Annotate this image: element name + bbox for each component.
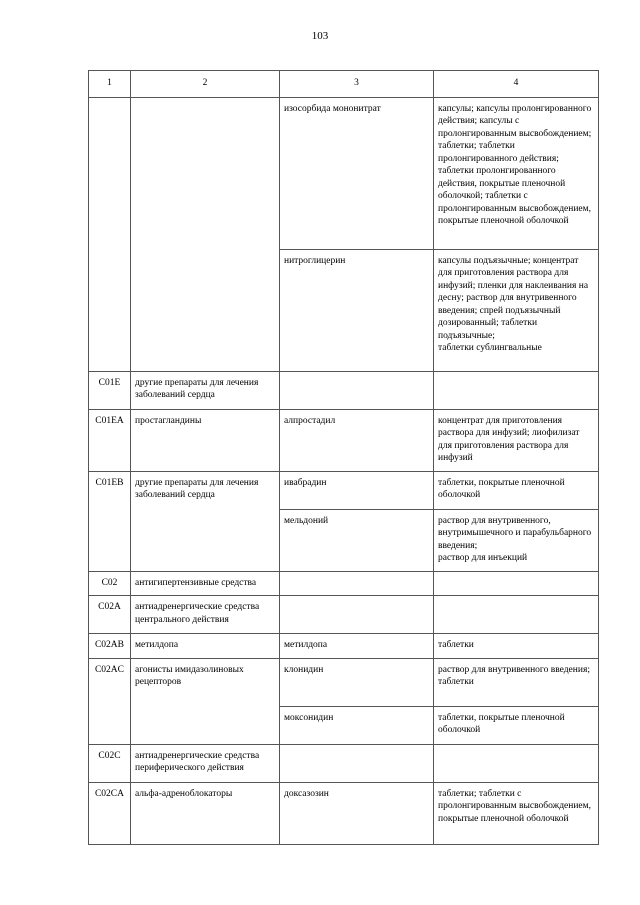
drug-table: [88, 70, 599, 845]
atc-code-cell: C02AB: [89, 634, 131, 659]
group-cell: другие препараты для лечения заболеваний сердца: [131, 471, 280, 571]
page-number: 103: [311, 30, 329, 42]
atc-code-cell: C02C: [89, 744, 131, 782]
atc-code-cell: C02A: [89, 596, 131, 634]
drug-name-cell: ивабрадин: [280, 471, 434, 509]
dosage-form-cell: таблетки; таблетки с пролонгированным высвобождением, покрытые пленочной оболочкой: [434, 782, 599, 844]
table-header-row: [89, 71, 599, 98]
group-cell: альфа-адреноблокаторы: [131, 782, 280, 844]
drug-name-cell: [280, 571, 434, 596]
drug-name-cell: алпростадил: [280, 409, 434, 471]
drug-name-cell: мельдоний: [280, 509, 434, 571]
column-header: 4: [434, 71, 599, 98]
drug-name-cell: [280, 744, 434, 782]
group-cell: другие препараты для лечения заболеваний сердца: [131, 371, 280, 409]
dosage-form-cell: [434, 744, 599, 782]
group-cell: [131, 97, 280, 371]
column-header: 1: [89, 71, 131, 98]
atc-code-cell: C01E: [89, 371, 131, 409]
table-row: [89, 371, 599, 409]
table-row: [89, 471, 599, 509]
drug-name-cell: [280, 596, 434, 634]
dosage-form-cell: таблетки: [434, 634, 599, 659]
dosage-form-cell: [434, 571, 599, 596]
atc-code-cell: C02CA: [89, 782, 131, 844]
group-cell: антигипертензивные средства: [131, 571, 280, 596]
group-cell: простагландины: [131, 409, 280, 471]
table-row: [89, 409, 599, 471]
table-row: [89, 571, 599, 596]
atc-code-cell: C01EA: [89, 409, 131, 471]
dosage-form-cell: таблетки, покрытые пленочной оболочкой: [434, 706, 599, 744]
dosage-form-cell: раствор для внутривенного введения; таблетки: [434, 658, 599, 706]
atc-code-cell: C01EB: [89, 471, 131, 571]
column-header: 3: [280, 71, 434, 98]
column-header: 2: [131, 71, 280, 98]
table-row: [89, 596, 599, 634]
dosage-form-cell: [434, 596, 599, 634]
dosage-form-cell: капсулы подъязычные; концентрат для приготовления раствора для инфузий; пленки для наклеивания на десну; раствор для внутривенного введения; спрей подъязычный дозированный; таблетки подъязычные; таблетки сублингвальные: [434, 249, 599, 371]
drug-name-cell: доксазозин: [280, 782, 434, 844]
table-row: [89, 744, 599, 782]
table-row: [89, 97, 599, 249]
dosage-form-cell: [434, 371, 599, 409]
drug-name-cell: метилдопа: [280, 634, 434, 659]
table-row: [89, 782, 599, 844]
atc-code-cell: [89, 97, 131, 371]
group-cell: антиадренергические средства центрального действия: [131, 596, 280, 634]
dosage-form-cell: раствор для внутривенного, внутримышечного и парабульбарного введения; раствор для инъекций: [434, 509, 599, 571]
group-cell: антиадренергические средства периферического действия: [131, 744, 280, 782]
drug-name-cell: клонидин: [280, 658, 434, 706]
drug-name-cell: нитроглицерин: [280, 249, 434, 371]
dosage-form-cell: таблетки, покрытые пленочной оболочкой: [434, 471, 599, 509]
drug-name-cell: изосорбида мононитрат: [280, 97, 434, 249]
atc-code-cell: C02AC: [89, 658, 131, 744]
group-cell: метилдопа: [131, 634, 280, 659]
drug-name-cell: [280, 371, 434, 409]
table-row: [89, 658, 599, 706]
dosage-form-cell: капсулы; капсулы пролонгированного действия; капсулы с пролонгированным высвобождением; таблетки; таблетки пролонгированного действия; таблетки пролонгированного действия, покрытые пленочной оболочкой; таблетки с пролонгированным высвобождением, покрытые пленочной оболочкой: [434, 97, 599, 249]
table-row: [89, 634, 599, 659]
drug-name-cell: моксонидин: [280, 706, 434, 744]
atc-code-cell: C02: [89, 571, 131, 596]
dosage-form-cell: концентрат для приготовления раствора для инфузий; лиофилизат для приготовления раствора для инфузий: [434, 409, 599, 471]
group-cell: агонисты имидазолиновых рецепторов: [131, 658, 280, 744]
